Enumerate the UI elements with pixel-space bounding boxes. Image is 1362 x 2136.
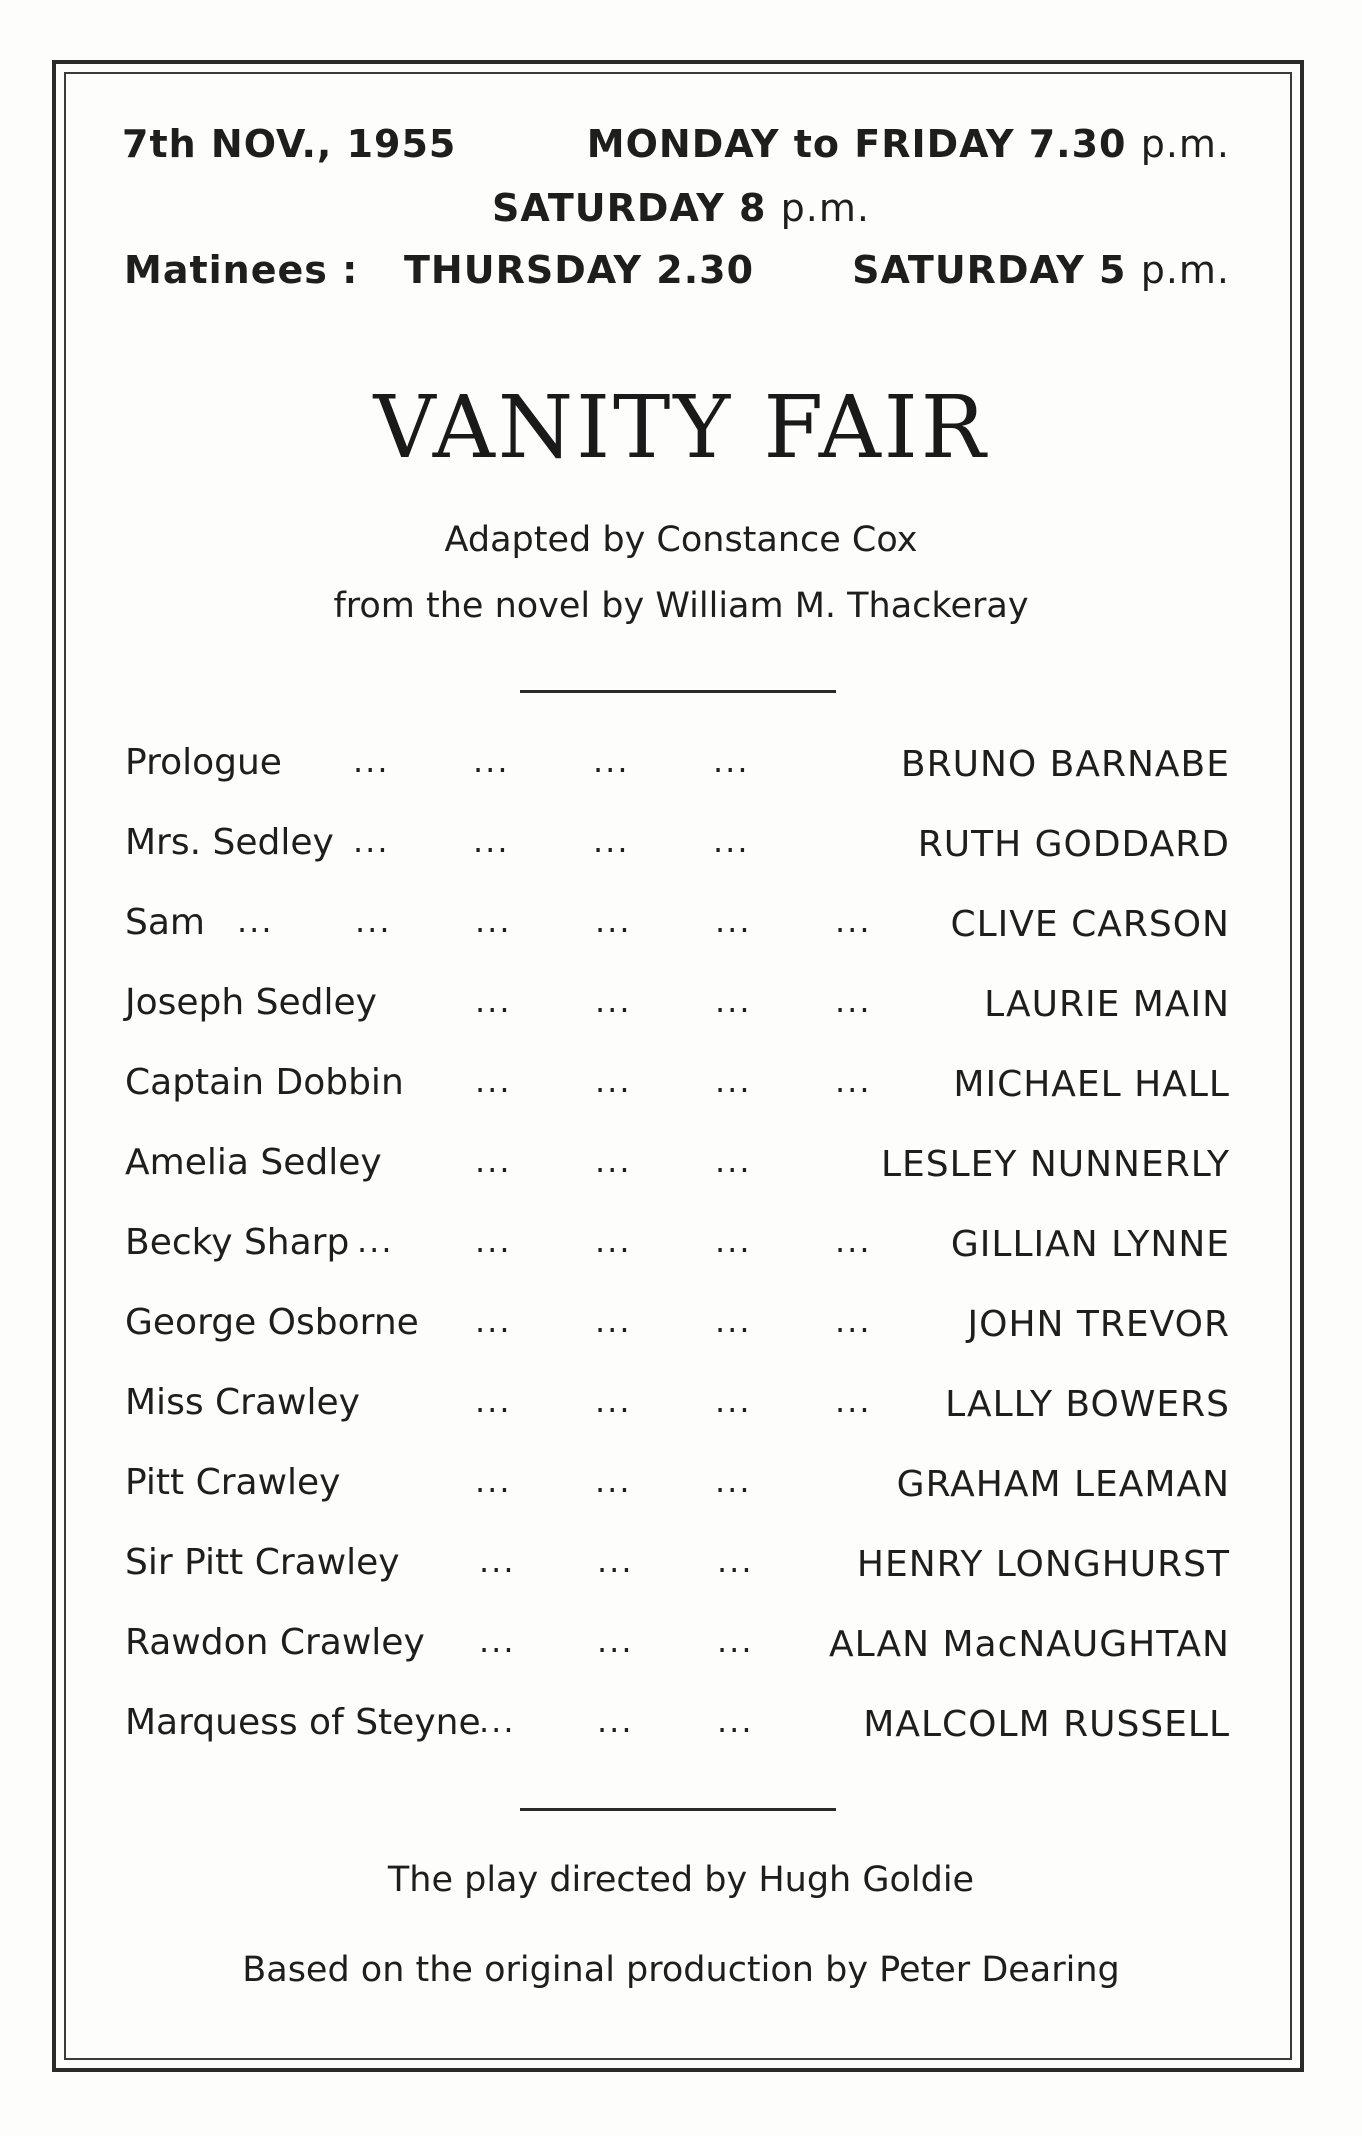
- cast-role: Rawdon Crawley: [125, 1622, 425, 1663]
- divider-top: [520, 690, 836, 693]
- divider-bottom: [520, 1808, 836, 1811]
- leader-dots: ...: [715, 1222, 752, 1260]
- leader-dots: ...: [835, 1302, 872, 1340]
- leader-dots: ...: [593, 742, 630, 780]
- leader-dots: ...: [475, 1462, 512, 1500]
- leader-dots: ...: [475, 982, 512, 1020]
- from-novel: from the novel by William M. Thackeray: [333, 586, 1029, 626]
- cast-actor: ALAN MacNAUGHTAN: [828, 1624, 1230, 1665]
- matinee-saturday-pm: p.m.: [1140, 248, 1230, 292]
- cast-role: Captain Dobbin: [125, 1062, 404, 1103]
- leader-dots: ...: [713, 742, 750, 780]
- cast-row: [125, 1462, 1230, 1522]
- matinee-thursday: THURSDAY 2.30: [404, 248, 755, 292]
- cast-actor: RUTH GODDARD: [917, 824, 1230, 865]
- leader-dots: ...: [717, 1622, 754, 1660]
- cast-role: Sam: [125, 902, 205, 943]
- leader-dots: ...: [595, 902, 632, 940]
- leader-dots: ...: [595, 1062, 632, 1100]
- leader-dots: ...: [475, 1142, 512, 1180]
- leader-dots: ...: [473, 742, 510, 780]
- weekday-time: 7.30: [1028, 122, 1127, 166]
- leader-dots: ...: [593, 822, 630, 860]
- cast-row: [125, 902, 1230, 962]
- cast-actor: GILLIAN LYNNE: [950, 1224, 1230, 1265]
- matinee-saturday-time: 5: [1099, 248, 1127, 292]
- leader-dots: ...: [835, 1382, 872, 1420]
- leader-dots: ...: [479, 1622, 516, 1660]
- leader-dots: ...: [597, 1542, 634, 1580]
- leader-dots: ...: [595, 1142, 632, 1180]
- saturday-time: 8: [738, 186, 767, 230]
- adapted-by: Adapted by Constance Cox: [444, 520, 918, 560]
- leader-dots: ...: [475, 1302, 512, 1340]
- cast-row: [125, 1702, 1230, 1762]
- leader-dots: ...: [475, 1062, 512, 1100]
- cast-actor: LALLY BOWERS: [945, 1384, 1230, 1425]
- leader-dots: ...: [353, 822, 390, 860]
- cast-actor: CLIVE CARSON: [950, 904, 1230, 945]
- cast-actor: JOHN TREVOR: [967, 1304, 1230, 1345]
- leader-dots: ...: [835, 1222, 872, 1260]
- leader-dots: ...: [595, 1222, 632, 1260]
- leader-dots: ...: [715, 1142, 752, 1180]
- cast-actor: BRUNO BARNABE: [900, 744, 1230, 785]
- leader-dots: ...: [597, 1702, 634, 1740]
- leader-dots: ...: [355, 902, 392, 940]
- cast-role: Pitt Crawley: [125, 1462, 341, 1503]
- leader-dots: ...: [835, 982, 872, 1020]
- cast-role: Becky Sharp: [125, 1222, 350, 1263]
- leader-dots: ...: [237, 902, 274, 940]
- leader-dots: ...: [475, 902, 512, 940]
- leader-dots: ...: [715, 1302, 752, 1340]
- cast-actor: GRAHAM LEAMAN: [896, 1464, 1230, 1505]
- cast-role: Mrs. Sedley: [125, 822, 334, 863]
- leader-dots: ...: [715, 982, 752, 1020]
- cast-row: [125, 742, 1230, 802]
- matinee-saturday: [852, 248, 1230, 292]
- cast-row: [125, 1062, 1230, 1122]
- leader-dots: ...: [835, 902, 872, 940]
- cast-role: Miss Crawley: [125, 1382, 360, 1423]
- cast-row: [125, 982, 1230, 1042]
- cast-role: Marquess of Steyne: [125, 1702, 481, 1743]
- cast-row: [125, 1142, 1230, 1202]
- play-title: VANITY FAIR: [373, 378, 989, 478]
- cast-row: [125, 822, 1230, 882]
- leader-dots: ...: [717, 1702, 754, 1740]
- saturday-day: SATURDAY: [492, 186, 725, 230]
- cast-role: Joseph Sedley: [125, 982, 377, 1023]
- matinee-saturday-day: SATURDAY: [852, 248, 1085, 292]
- cast-row: [125, 1542, 1230, 1602]
- leader-dots: ...: [353, 742, 390, 780]
- leader-dots: ...: [475, 1382, 512, 1420]
- cast-row: [125, 1302, 1230, 1362]
- leader-dots: ...: [479, 1542, 516, 1580]
- original-production-credit: Based on the original production by Peter Dearing: [242, 1950, 1120, 1990]
- leader-dots: ...: [715, 1462, 752, 1500]
- cast-role: Sir Pitt Crawley: [125, 1542, 400, 1583]
- director-credit: The play directed by Hugh Goldie: [387, 1860, 975, 1900]
- saturday-performance: [0, 186, 1362, 230]
- weekday-performances: [587, 122, 1230, 166]
- cast-role: George Osborne: [125, 1302, 419, 1343]
- leader-dots: ...: [597, 1622, 634, 1660]
- weekday-pm: p.m.: [1140, 122, 1230, 166]
- leader-dots: ...: [479, 1702, 516, 1740]
- leader-dots: ...: [835, 1062, 872, 1100]
- leader-dots: ...: [595, 1302, 632, 1340]
- leader-dots: ...: [595, 1462, 632, 1500]
- cast-actor: MICHAEL HALL: [953, 1064, 1230, 1105]
- leader-dots: ...: [715, 1062, 752, 1100]
- leader-dots: ...: [595, 982, 632, 1020]
- performance-date: 7th NOV., 1955: [122, 122, 457, 166]
- cast-actor: LAURIE MAIN: [984, 984, 1230, 1025]
- cast-role: Prologue: [125, 742, 282, 783]
- leader-dots: ...: [473, 822, 510, 860]
- cast-row: [125, 1382, 1230, 1442]
- cast-actor: MALCOLM RUSSELL: [863, 1704, 1230, 1745]
- leader-dots: ...: [475, 1222, 512, 1260]
- leader-dots: ...: [357, 1222, 394, 1260]
- cast-row: [125, 1622, 1230, 1682]
- leader-dots: ...: [715, 902, 752, 940]
- cast-actor: HENRY LONGHURST: [856, 1544, 1230, 1585]
- matinees-label: Matinees :: [124, 248, 359, 292]
- leader-dots: ...: [713, 822, 750, 860]
- leader-dots: ...: [715, 1382, 752, 1420]
- cast-role: Amelia Sedley: [125, 1142, 382, 1183]
- saturday-pm: p.m.: [780, 186, 870, 230]
- leader-dots: ...: [595, 1382, 632, 1420]
- cast-actor: LESLEY NUNNERLY: [880, 1144, 1230, 1185]
- leader-dots: ...: [717, 1542, 754, 1580]
- cast-row: [125, 1222, 1230, 1282]
- weekday-days: MONDAY to FRIDAY: [586, 122, 1015, 166]
